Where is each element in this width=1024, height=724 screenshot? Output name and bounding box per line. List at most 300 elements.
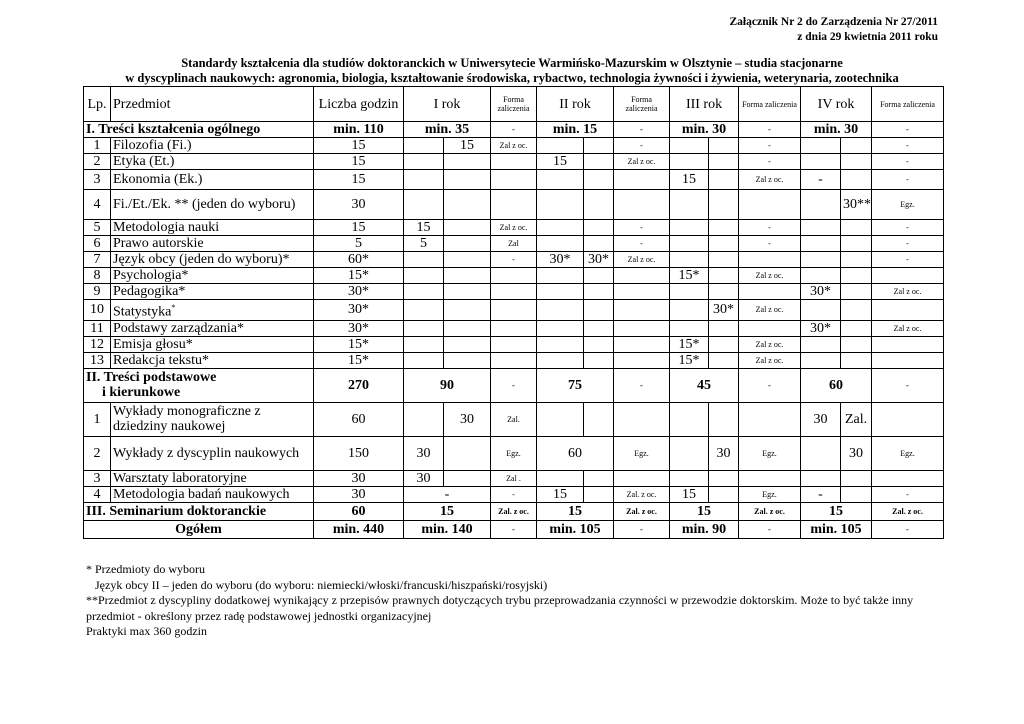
row-year3-hours-a: [670, 470, 709, 486]
row-year1-forma: [491, 300, 537, 321]
header-rok2: II rok: [537, 87, 614, 122]
row-year4-hours-a: [801, 352, 841, 368]
row-year4-forma: -: [872, 170, 944, 190]
row-year2-hours-a: 15: [537, 486, 584, 502]
row-year4-forma: -: [872, 252, 944, 268]
row-total-hours: 15: [314, 154, 404, 170]
row-year4-hours-a: [801, 138, 841, 154]
row-year2-hours-b: [584, 300, 614, 321]
row-year3-hours-b: [709, 220, 739, 236]
subject-name: Język obcy (jeden do wyboru)*: [113, 252, 290, 267]
attachment-line-1: Załącznik Nr 2 do Zarządzenia Nr 27/2011: [729, 16, 938, 28]
row-year2-hours-b: [584, 486, 614, 502]
row-year3-hours-b: [709, 252, 739, 268]
total-row-forma4: -: [872, 520, 944, 538]
row-year3-forma: -: [739, 138, 801, 154]
section-2-row-year2: 75: [537, 368, 614, 402]
row-subject: [111, 154, 314, 170]
section-2-row-year1: 90: [404, 368, 491, 402]
row-year3-hours-a: [670, 284, 709, 300]
header-forma-2: Forma zaliczenia: [614, 87, 670, 122]
subject-name: Ekonomia (Ek.): [113, 172, 203, 187]
row-year4-hours-b: [841, 320, 872, 336]
section-2-row-label: [84, 368, 314, 402]
row-total-hours: 15: [314, 170, 404, 190]
subject-name: Metodologia nauki: [113, 220, 220, 235]
row-year4-hours-a: 30: [801, 402, 841, 436]
row-lp: 3: [84, 470, 111, 486]
row-year2-hours-a: [537, 170, 584, 190]
section-3-row-total: 60: [314, 502, 404, 520]
row-year4-hours-b: [841, 336, 872, 352]
header-forma-1: Forma zaliczenia: [491, 87, 537, 122]
footnotes: [86, 562, 913, 640]
row-subject: [111, 470, 314, 486]
row-year3-forma: [739, 190, 801, 220]
row-year1-forma: Zal: [491, 236, 537, 252]
row-year4-forma: -: [872, 138, 944, 154]
row-year3-hours-a: 15: [670, 486, 709, 502]
row-year4-hours-a: [801, 252, 841, 268]
section-3-row-label: III. Seminarium doktoranckie: [84, 502, 314, 520]
total-row-forma2: -: [614, 520, 670, 538]
row-total-hours: 30: [314, 190, 404, 220]
row-year2-hours-b: [584, 320, 614, 336]
row-year4-hours-b: [841, 154, 872, 170]
section-2-row-forma1: -: [491, 368, 537, 402]
row-year3-hours-b: [709, 236, 739, 252]
row-year4-hours-b: [841, 470, 872, 486]
header-forma-4: Forma zaliczenia: [872, 87, 944, 122]
row-year1-forma: -: [491, 252, 537, 268]
row-subject: [111, 486, 314, 502]
subject-name: Prawo autorskie: [113, 236, 204, 251]
row-year3-hours-a: [670, 236, 709, 252]
row-year2-forma: [614, 402, 670, 436]
row-year2-forma: [614, 336, 670, 352]
total-row-label: Ogółem: [84, 520, 314, 538]
row-year2-hours-a: [537, 336, 584, 352]
row-year1-forma: Zal z oc.: [491, 138, 537, 154]
table-row: [84, 220, 944, 236]
row-year4-forma: Zal z oc.: [872, 284, 944, 300]
subject-name: Wykłady z dyscyplin naukowych: [113, 445, 300, 461]
row-year1-hours: -: [404, 486, 491, 502]
row-lp: 11: [84, 320, 111, 336]
row-year3-forma: Zal z oc.: [739, 336, 801, 352]
row-lp: 10: [84, 300, 111, 321]
row-year1-hours-b: [444, 352, 491, 368]
row-year2-hours-b: [584, 268, 614, 284]
row-year3-hours-b: [709, 170, 739, 190]
row-year3-forma: Zal z oc.: [739, 300, 801, 321]
row-year3-hours-a: [670, 436, 709, 470]
row-year3-hours-b: [709, 486, 739, 502]
row-year1-hours-b: 30: [444, 402, 491, 436]
row-year2-forma: [614, 284, 670, 300]
row-year1-hours-b: [444, 300, 491, 321]
row-year1-forma: [491, 268, 537, 284]
row-year1-forma: Zal.: [491, 402, 537, 436]
row-year3-hours-b: [709, 138, 739, 154]
subject-name: Psychologia*: [113, 268, 189, 283]
footnote-5: Praktyki max 360 godzin: [86, 624, 207, 638]
row-year2-forma: Zal z oc.: [614, 154, 670, 170]
section-3-row-year4: 15: [801, 502, 872, 520]
row-year1-hours-b: [444, 190, 491, 220]
row-year3-forma: Egz.: [739, 436, 801, 470]
section-2-row-forma4: -: [872, 368, 944, 402]
row-year1-hours-a: [404, 190, 444, 220]
row-total-hours: 30*: [314, 300, 404, 321]
row-lp: 8: [84, 268, 111, 284]
row-subject: [111, 352, 314, 368]
row-lp: 13: [84, 352, 111, 368]
row-subject: [111, 320, 314, 336]
row-lp: 1: [84, 138, 111, 154]
row-year2-hours-b: [584, 236, 614, 252]
table-row: [84, 190, 944, 220]
row-year4-hours-a: 30*: [801, 320, 841, 336]
footnote-4: przedmiot - określony przez radę podstawowej jednostki organizacyjnej: [86, 608, 432, 623]
row-year3-hours-a: 15*: [670, 336, 709, 352]
section-3-row-forma2: Zal. z oc.: [614, 502, 670, 520]
row-year1-hours-b: [444, 252, 491, 268]
header-rok4: IV rok: [801, 87, 872, 122]
row-year1-hours-a: 15: [404, 220, 444, 236]
row-year3-forma: [739, 320, 801, 336]
row-total-hours: 60*: [314, 252, 404, 268]
subject-name: Metodologia badań naukowych: [113, 486, 290, 502]
row-year4-hours-b: 30**: [841, 190, 872, 220]
row-year4-forma: -: [872, 220, 944, 236]
total-row-total: min. 440: [314, 520, 404, 538]
row-year1-hours-b: [444, 284, 491, 300]
row-year4-hours-a: 30*: [801, 284, 841, 300]
section-1-row-forma4: -: [872, 122, 944, 138]
row-subject: [111, 190, 314, 220]
total-row-year3: min. 90: [670, 520, 739, 538]
row-subject: [111, 170, 314, 190]
subject-name: Redakcja tekstu*: [113, 352, 210, 368]
row-year2-forma: [614, 170, 670, 190]
row-year3-forma: -: [739, 236, 801, 252]
section-1-row-year3: min. 30: [670, 122, 739, 138]
row-lp: 2: [84, 436, 111, 470]
subject-name: Etyka (Et.): [113, 154, 175, 169]
header-rok1: I rok: [404, 87, 491, 122]
section-3-row: [84, 502, 944, 520]
attachment-header: [730, 15, 939, 45]
row-year4-forma: -: [872, 154, 944, 170]
header-lp: Lp.: [84, 87, 111, 122]
row-year2-hours-b: [584, 352, 614, 368]
subject-name: Fi./Et./Ek. ** (jeden do wyboru): [113, 197, 296, 212]
row-lp: 1: [84, 402, 111, 436]
section-1-row-forma2: -: [614, 122, 670, 138]
row-year1-hours-a: [404, 336, 444, 352]
row-year1-forma: -: [491, 486, 537, 502]
row-year2-hours-b: 30*: [584, 252, 614, 268]
row-year2-hours-a: [537, 320, 584, 336]
header-liczba-godzin: Liczba godzin: [314, 87, 404, 122]
row-year2-forma: [614, 268, 670, 284]
row-year3-forma: Zal z oc.: [739, 170, 801, 190]
row-year4-hours-b: [841, 300, 872, 321]
subject-name: Emisja głosu*: [113, 336, 193, 352]
subject-footnote-mark: *: [171, 303, 176, 312]
row-total-hours: 30*: [314, 284, 404, 300]
row-year2-hours-b: [584, 170, 614, 190]
row-year3-forma: Zal z oc.: [739, 268, 801, 284]
row-year2-forma: Zal z oc.: [614, 252, 670, 268]
row-year1-hours-a: [404, 284, 444, 300]
row-year3-forma: [739, 252, 801, 268]
row-year4-forma: [872, 470, 944, 486]
row-year2-forma: Zal. z oc.: [614, 486, 670, 502]
table-row: [84, 284, 944, 300]
row-year1-hours-b: [444, 436, 491, 470]
row-year1-forma: Zal z oc.: [491, 220, 537, 236]
row-subject: [111, 138, 314, 154]
row-year2-hours-a: [537, 190, 584, 220]
row-year4-forma: Egz.: [872, 436, 944, 470]
row-year2-hours-a: [537, 268, 584, 284]
table-row: [84, 252, 944, 268]
row-year4-hours-a: -: [801, 486, 841, 502]
row-year1-hours-a: [404, 138, 444, 154]
row-year3-hours-b: [709, 268, 739, 284]
row-year4-forma: [872, 402, 944, 436]
row-year1-hours-b: [444, 320, 491, 336]
row-total-hours: 15*: [314, 268, 404, 284]
subject-name: Podstawy zarządzania*: [113, 320, 244, 336]
section-1-row-forma1: -: [491, 122, 537, 138]
row-year2-hours-a: 30*: [537, 252, 584, 268]
section-1-row-label: I. Treści kształcenia ogólnego: [84, 122, 314, 138]
row-year4-forma: [872, 300, 944, 321]
row-year2-forma: -: [614, 220, 670, 236]
subject-name: Warsztaty laboratoryjne: [113, 470, 247, 486]
table-row: [84, 154, 944, 170]
row-year4-hours-a: [801, 470, 841, 486]
row-year4-hours-b: Zal.: [841, 402, 872, 436]
row-lp: 2: [84, 154, 111, 170]
row-year2-hours-b: [584, 190, 614, 220]
row-year2-forma: [614, 300, 670, 321]
row-year2-hours-a: [537, 470, 584, 486]
row-year1-hours-b: [444, 170, 491, 190]
row-year1-forma: [491, 170, 537, 190]
row-year4-hours-a: -: [801, 170, 841, 190]
row-subject: [111, 336, 314, 352]
section-3-row-forma4: Zal. z oc.: [872, 502, 944, 520]
row-year2-forma: [614, 320, 670, 336]
footnote-1: * Przedmioty do wyboru: [86, 562, 205, 576]
row-year3-forma: Zal z oc.: [739, 352, 801, 368]
row-year2-hours: 60: [537, 436, 614, 470]
row-year4-hours-b: [841, 220, 872, 236]
row-year4-hours-a: [801, 436, 841, 470]
row-year4-hours-b: [841, 236, 872, 252]
row-year4-hours-b: [841, 268, 872, 284]
subject-name: Pedagogika*: [113, 284, 186, 299]
section-1-row-year4: min. 30: [801, 122, 872, 138]
row-year2-forma: [614, 190, 670, 220]
row-year1-hours-b: 15: [444, 138, 491, 154]
section-2-row-total: 270: [314, 368, 404, 402]
row-year3-forma: -: [739, 220, 801, 236]
row-year1-forma: [491, 154, 537, 170]
row-year3-forma: -: [739, 154, 801, 170]
row-year1-hours-b: [444, 154, 491, 170]
section-2-label-line-2: i kierunkowe: [102, 385, 181, 401]
row-year1-forma: [491, 352, 537, 368]
row-year2-hours-a: [537, 236, 584, 252]
table-row: [84, 352, 944, 368]
row-total-hours: 15*: [314, 336, 404, 352]
row-year2-hours-a: [537, 352, 584, 368]
table-row: [84, 470, 944, 486]
row-subject: [111, 402, 314, 436]
row-total-hours: 5: [314, 236, 404, 252]
total-row-year1: min. 140: [404, 520, 491, 538]
section-1-row-year2: min. 15: [537, 122, 614, 138]
row-year1-hours-a: [404, 300, 444, 321]
subject-name: Filozofia (Fi.): [113, 138, 192, 153]
row-year1-hours-a: [404, 154, 444, 170]
row-year4-forma: -: [872, 236, 944, 252]
table-row: [84, 436, 944, 470]
total-row-forma1: -: [491, 520, 537, 538]
row-year2-hours-b: [584, 470, 614, 486]
row-year1-hours-a: [404, 252, 444, 268]
row-year1-hours-a: 5: [404, 236, 444, 252]
section-3-row-year1: 15: [404, 502, 491, 520]
row-year4-hours-b: [841, 138, 872, 154]
row-year1-hours-b: [444, 236, 491, 252]
row-subject: [111, 300, 314, 321]
row-lp: 9: [84, 284, 111, 300]
row-lp: 4: [84, 190, 111, 220]
row-subject: [111, 236, 314, 252]
table-row: [84, 236, 944, 252]
row-year4-forma: Zal z oc.: [872, 320, 944, 336]
row-year4-hours-a: [801, 268, 841, 284]
row-year3-hours-b: [709, 470, 739, 486]
row-year4-hours-b: [841, 486, 872, 502]
row-subject: [111, 268, 314, 284]
attachment-line-2: z dnia 29 kwietnia 2011 roku: [797, 31, 938, 43]
row-year2-forma: [614, 470, 670, 486]
row-lp: 3: [84, 170, 111, 190]
row-total-hours: 30: [314, 486, 404, 502]
table-row: [84, 486, 944, 502]
table-row: [84, 402, 944, 436]
section-2-row-year3: 45: [670, 368, 739, 402]
row-year4-hours-b: [841, 252, 872, 268]
row-year2-hours-a: [537, 220, 584, 236]
section-2-row: [84, 368, 944, 402]
row-lp: 12: [84, 336, 111, 352]
total-row-forma3: -: [739, 520, 801, 538]
row-total-hours: 15*: [314, 352, 404, 368]
row-year1-hours-b: [444, 268, 491, 284]
row-year1-forma: [491, 320, 537, 336]
row-year3-forma: [739, 470, 801, 486]
row-year1-hours-a: [404, 352, 444, 368]
row-year4-hours-b: [841, 284, 872, 300]
row-year2-hours-a: [537, 138, 584, 154]
section-3-row-year2: 15: [537, 502, 614, 520]
row-year3-hours-b: [709, 352, 739, 368]
header-rok3: III rok: [670, 87, 739, 122]
row-year3-hours-a: 15*: [670, 352, 709, 368]
row-year3-hours-a: [670, 402, 709, 436]
section-1-row-year1: min. 35: [404, 122, 491, 138]
section-1-row-total: min. 110: [314, 122, 404, 138]
row-lp: 5: [84, 220, 111, 236]
row-year1-hours-a: 30: [404, 436, 444, 470]
footnote-3: **Przedmiot z dyscypliny dodatkowej wynikający z przepisów prawnych dotyczących trybu przeprowadzania czynności w przewodzie doktorskim. Może to być także inny: [86, 593, 914, 607]
row-year3-hours-b: [709, 154, 739, 170]
section-2-row-forma2: -: [614, 368, 670, 402]
row-year1-forma: [491, 190, 537, 220]
row-year2-hours-a: [537, 402, 584, 436]
standards-table: [83, 86, 944, 539]
row-year2-hours-a: [537, 300, 584, 321]
table-row: [84, 336, 944, 352]
row-year3-forma: [739, 402, 801, 436]
row-year4-hours-b: [841, 352, 872, 368]
row-year1-hours-a: [404, 268, 444, 284]
table-row: [84, 320, 944, 336]
row-year1-hours-b: [444, 336, 491, 352]
row-year1-forma: Zal .: [491, 470, 537, 486]
table-row: [84, 170, 944, 190]
row-year4-hours-a: [801, 236, 841, 252]
total-row-year2: min. 105: [537, 520, 614, 538]
section-3-row-forma3: Zal. z oc.: [739, 502, 801, 520]
row-year4-hours-a: [801, 154, 841, 170]
row-subject: [111, 436, 314, 470]
row-year4-hours-a: [801, 336, 841, 352]
row-year2-hours-b: [584, 220, 614, 236]
row-year2-forma: [614, 352, 670, 368]
row-year3-hours-b: 30*: [709, 300, 739, 321]
row-lp: 6: [84, 236, 111, 252]
row-total-hours: 30: [314, 470, 404, 486]
row-total-hours: 30*: [314, 320, 404, 336]
row-total-hours: 150: [314, 436, 404, 470]
row-year2-forma: -: [614, 138, 670, 154]
total-row-year4: min. 105: [801, 520, 872, 538]
table-row: [84, 268, 944, 284]
row-year2-hours-a: [537, 284, 584, 300]
document-title-line-1: Standardy kształcenia dla studiów doktoranckich w Uniwersytecie Warmińsko-Mazurskim w Olsztynie – studia stacjonarne: [181, 56, 843, 70]
section-3-row-forma1: Zal. z oc.: [491, 502, 537, 520]
row-year2-hours-b: [584, 284, 614, 300]
section-1-row-forma3: -: [739, 122, 801, 138]
row-year3-hours-b: [709, 402, 739, 436]
row-year3-hours-b: [709, 336, 739, 352]
row-year4-forma: [872, 336, 944, 352]
row-year1-hours-a: [404, 402, 444, 436]
row-year1-hours-a: [404, 170, 444, 190]
header-forma-3: Forma zaliczenia: [739, 87, 801, 122]
row-lp: 4: [84, 486, 111, 502]
row-year3-hours-a: [670, 252, 709, 268]
